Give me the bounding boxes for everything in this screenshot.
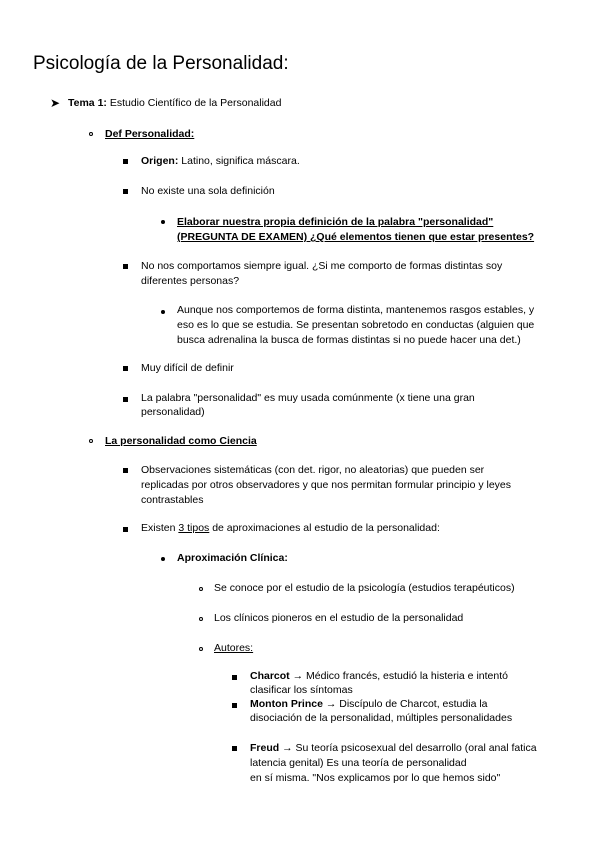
- no-nos-line-2: diferentes personas?: [141, 275, 240, 287]
- tipos-link: 3 tipos: [178, 522, 210, 534]
- freud-line-1: [250, 741, 537, 756]
- elaborar-line-2: (PREGUNTA DE EXAMEN) ¿Qué elementos tienen que estar presentes?: [177, 231, 535, 243]
- no-existe-text: No existe una sola definición: [141, 185, 275, 197]
- square-bullet-icon: [123, 527, 128, 532]
- circle-bullet-icon: [199, 587, 203, 591]
- dot-bullet-icon: [161, 557, 165, 561]
- palabra-line-2: personalidad): [141, 406, 205, 418]
- existen-post: de aproximaciones al estudio de la personalidad:: [209, 522, 440, 534]
- existen-line: [141, 521, 440, 536]
- freud-name: Freud: [250, 742, 280, 754]
- charcot-line-1: [250, 669, 557, 684]
- obs-line-3: contrastables: [141, 494, 204, 506]
- def-heading: Def Personalidad:: [105, 128, 195, 140]
- circle-bullet-icon: [199, 617, 203, 621]
- obs-line-1: Observaciones sistemáticas (con det. rigor, no aleatorias) que pueden ser: [141, 464, 485, 476]
- se-conoce-text: Se conoce por el estudio de la psicología (estudios terapéuticos): [214, 582, 515, 594]
- charcot-desc: → Médico francés, estudió la histeria e intentó: [289, 670, 508, 682]
- circle-bullet-icon: [89, 132, 93, 136]
- square-bullet-icon: [123, 189, 128, 194]
- charcot-name: Charcot: [250, 670, 290, 682]
- origen-text: Latino, significa máscara.: [181, 155, 300, 167]
- clinicos-text: Los clínicos pioneros en el estudio de la personalidad: [214, 612, 464, 624]
- circle-bullet-icon: [199, 647, 203, 651]
- square-bullet-icon: [123, 366, 128, 371]
- page-title: Psicología de la Personalidad:: [33, 53, 289, 74]
- square-bullet-icon: [123, 264, 128, 269]
- morton-desc: → Discípulo de Charcot, estudia la: [322, 698, 488, 710]
- square-bullet-icon: [123, 397, 128, 402]
- freud-line-3: en sí misma. "Nos explicamos por lo que hemos sido": [250, 772, 501, 784]
- origen-line: [141, 154, 300, 169]
- ciencia-heading: La personalidad como Ciencia: [105, 435, 257, 447]
- square-bullet-icon: [123, 159, 128, 164]
- tema-label: Tema 1:: [68, 97, 107, 109]
- aprox-clinica-heading: Aproximación Clínica:: [177, 552, 288, 564]
- existen-pre: Existen: [141, 522, 179, 534]
- obs-line-2: replicadas por otros observadores y que nos permitan formular principio y leyes: [141, 479, 512, 491]
- muy-dificil-text: Muy difícil de definir: [141, 362, 234, 374]
- circle-bullet-icon: [89, 439, 93, 443]
- morton-line-1: [250, 697, 557, 712]
- no-nos-line-1: No nos comportamos siempre igual. ¿Si me comporto de formas distintas soy: [141, 260, 503, 272]
- square-bullet-icon: [232, 746, 237, 751]
- square-bullet-icon: [123, 468, 128, 473]
- morton-name: Monton Prince: [250, 698, 323, 710]
- tema-text: Estudio Científico de la Personalidad: [109, 97, 282, 109]
- square-bullet-icon: [232, 675, 237, 680]
- aunque-line-1: Aunque nos comportemos de forma distinta, mantenemos rasgos estables, y: [177, 304, 535, 316]
- origen-label: Origen:: [141, 155, 179, 167]
- tema-line: [68, 96, 281, 111]
- aunque-line-3: busca adrenalina la busca de formas distintas si no puede hacer una det.): [177, 334, 521, 346]
- charcot-line-2: clasificar los síntomas: [250, 684, 353, 696]
- palabra-line-1: La palabra "personalidad" es muy usada comúnmente (x tiene una gran: [141, 392, 475, 404]
- autores-heading: Autores:: [214, 642, 254, 654]
- elaborar-line-1: Elaborar nuestra propia definición de la palabra "personalidad": [177, 216, 494, 228]
- arrow-bullet-icon: ➤: [50, 96, 61, 110]
- dot-bullet-icon: [161, 310, 165, 314]
- freud-desc: → Su teoría psicosexual del desarrollo (oral anal fatica: [279, 742, 537, 754]
- aunque-line-2: eso es lo que se estudia. Se presentan sobretodo en conductas (alguien que: [177, 319, 535, 331]
- freud-line-2: latencia genital) Es una teoría de personalidad: [250, 757, 467, 769]
- dot-bullet-icon: [161, 220, 165, 224]
- square-bullet-icon: [232, 703, 237, 708]
- morton-line-2: disociación de la personalidad, múltiples personalidades: [250, 712, 513, 724]
